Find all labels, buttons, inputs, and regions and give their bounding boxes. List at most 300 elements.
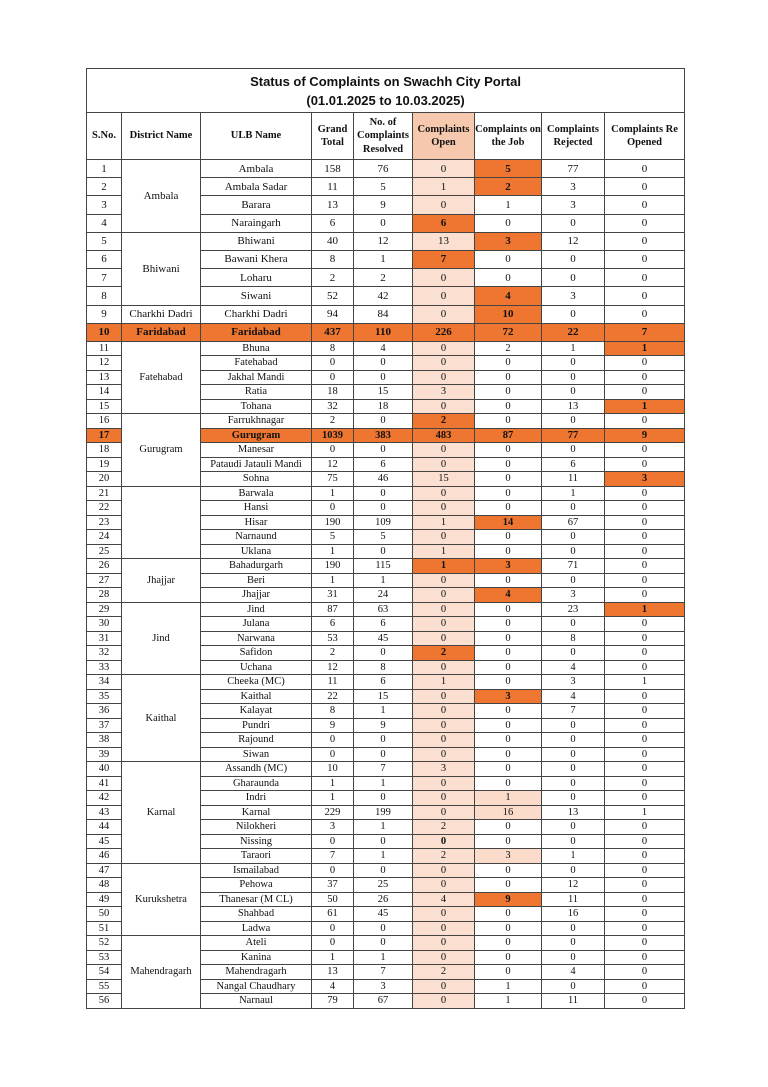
cell-grand-total: 6: [312, 617, 354, 632]
cell-ulb: Ratia: [201, 385, 312, 400]
cell-rejected: 16: [542, 907, 605, 922]
cell-on-job: 0: [475, 269, 542, 287]
cell-rejected: 1: [542, 486, 605, 501]
cell-on-job: 0: [475, 414, 542, 429]
cell-on-job: 72: [475, 323, 542, 341]
cell-sno: 2: [87, 178, 122, 196]
cell-grand-total: 8: [312, 250, 354, 268]
cell-sno: 56: [87, 994, 122, 1009]
cell-ulb: Siwan: [201, 747, 312, 762]
header-reopened: Complaints Re Opened: [605, 113, 685, 160]
cell-reopened: 0: [605, 544, 685, 559]
cell-on-job: 3: [475, 689, 542, 704]
cell-resolved: 0: [354, 646, 413, 661]
complaints-status-document: [86, 68, 684, 1009]
cell-ulb: Karnal: [201, 805, 312, 820]
cell-resolved: 15: [354, 385, 413, 400]
cell-rejected: 0: [542, 733, 605, 748]
cell-rejected: 3: [542, 196, 605, 214]
cell-ulb: Sohna: [201, 472, 312, 487]
cell-grand-total: 0: [312, 936, 354, 951]
table-row: [87, 762, 685, 777]
cell-grand-total: 1: [312, 486, 354, 501]
cell-rejected: 0: [542, 573, 605, 588]
cell-ulb: Hisar: [201, 515, 312, 530]
cell-ulb: Kalayat: [201, 704, 312, 719]
cell-reopened: 0: [605, 718, 685, 733]
cell-grand-total: 2: [312, 269, 354, 287]
cell-reopened: 0: [605, 994, 685, 1009]
cell-open: 13: [413, 232, 475, 250]
cell-on-job: 0: [475, 356, 542, 371]
cell-on-job: 9: [475, 892, 542, 907]
cell-reopened: 0: [605, 370, 685, 385]
cell-rejected: 67: [542, 515, 605, 530]
cell-on-job: 1: [475, 791, 542, 806]
cell-on-job: 0: [475, 965, 542, 980]
cell-open: 1: [413, 178, 475, 196]
cell-on-job: 0: [475, 646, 542, 661]
cell-grand-total: 0: [312, 370, 354, 385]
cell-ulb: Rajound: [201, 733, 312, 748]
cell-open: 0: [413, 950, 475, 965]
cell-rejected: 3: [542, 588, 605, 603]
table-row: [87, 323, 685, 341]
cell-ulb: Jhajjar: [201, 588, 312, 603]
cell-on-job: 1: [475, 994, 542, 1009]
cell-grand-total: 5: [312, 530, 354, 545]
cell-open: 4: [413, 892, 475, 907]
cell-sno: 55: [87, 979, 122, 994]
cell-ulb: Narnaund: [201, 530, 312, 545]
cell-sno: 45: [87, 834, 122, 849]
cell-on-job: 0: [475, 907, 542, 922]
header-sno: S.No.: [87, 113, 122, 160]
cell-on-job: 4: [475, 588, 542, 603]
cell-reopened: 0: [605, 849, 685, 864]
cell-rejected: 0: [542, 501, 605, 516]
cell-grand-total: 190: [312, 559, 354, 574]
cell-rejected: 0: [542, 414, 605, 429]
cell-sno: 3: [87, 196, 122, 214]
cell-grand-total: 1: [312, 544, 354, 559]
cell-on-job: 0: [475, 660, 542, 675]
cell-ulb: Uchana: [201, 660, 312, 675]
cell-resolved: 0: [354, 443, 413, 458]
cell-open: 2: [413, 646, 475, 661]
cell-resolved: 45: [354, 631, 413, 646]
cell-open: 0: [413, 617, 475, 632]
cell-open: 3: [413, 385, 475, 400]
cell-district: Ambala: [122, 160, 201, 233]
cell-ulb: Taraori: [201, 849, 312, 864]
cell-resolved: 0: [354, 936, 413, 951]
table-row: [87, 305, 685, 323]
cell-open: 0: [413, 457, 475, 472]
cell-ulb: Farrukhnagar: [201, 414, 312, 429]
cell-grand-total: 10: [312, 762, 354, 777]
cell-reopened: 0: [605, 660, 685, 675]
cell-grand-total: 50: [312, 892, 354, 907]
cell-rejected: 77: [542, 160, 605, 178]
cell-ulb: Nissing: [201, 834, 312, 849]
cell-sno: 11: [87, 341, 122, 356]
cell-open: 0: [413, 704, 475, 719]
cell-rejected: 0: [542, 385, 605, 400]
cell-sno: 29: [87, 602, 122, 617]
cell-rejected: 1: [542, 849, 605, 864]
cell-on-job: 0: [475, 631, 542, 646]
cell-resolved: 0: [354, 414, 413, 429]
cell-grand-total: 37: [312, 878, 354, 893]
cell-rejected: 0: [542, 356, 605, 371]
cell-reopened: 0: [605, 385, 685, 400]
cell-on-job: 0: [475, 776, 542, 791]
cell-on-job: 0: [475, 443, 542, 458]
cell-grand-total: 87: [312, 602, 354, 617]
cell-grand-total: 52: [312, 287, 354, 305]
table-title: [87, 69, 685, 113]
cell-on-job: 5: [475, 160, 542, 178]
cell-rejected: 12: [542, 232, 605, 250]
cell-reopened: 0: [605, 979, 685, 994]
cell-open: 2: [413, 820, 475, 835]
cell-on-job: 1: [475, 979, 542, 994]
cell-rejected: 0: [542, 791, 605, 806]
cell-resolved: 199: [354, 805, 413, 820]
cell-resolved: 0: [354, 747, 413, 762]
cell-on-job: 0: [475, 573, 542, 588]
cell-reopened: 0: [605, 501, 685, 516]
cell-rejected: 4: [542, 660, 605, 675]
cell-resolved: 6: [354, 675, 413, 690]
cell-rejected: 0: [542, 718, 605, 733]
cell-sno: 53: [87, 950, 122, 965]
cell-grand-total: 12: [312, 457, 354, 472]
cell-grand-total: 53: [312, 631, 354, 646]
cell-ulb: Nilokheri: [201, 820, 312, 835]
cell-resolved: 1: [354, 820, 413, 835]
cell-grand-total: 75: [312, 472, 354, 487]
cell-grand-total: 3: [312, 820, 354, 835]
table-row: [87, 602, 685, 617]
cell-rejected: 0: [542, 950, 605, 965]
cell-open: 0: [413, 979, 475, 994]
cell-on-job: 0: [475, 602, 542, 617]
cell-open: 3: [413, 762, 475, 777]
table-row: [87, 160, 685, 178]
cell-open: 0: [413, 573, 475, 588]
cell-sno: 15: [87, 399, 122, 414]
cell-on-job: 0: [475, 675, 542, 690]
cell-resolved: 110: [354, 323, 413, 341]
cell-grand-total: 13: [312, 965, 354, 980]
cell-ulb: Jind: [201, 602, 312, 617]
table-row: [87, 486, 685, 501]
cell-resolved: 0: [354, 921, 413, 936]
cell-ulb: Jakhal Mandi: [201, 370, 312, 385]
cell-resolved: 1: [354, 704, 413, 719]
cell-on-job: 3: [475, 232, 542, 250]
cell-sno: 32: [87, 646, 122, 661]
cell-district: Bhiwani: [122, 232, 201, 305]
cell-rejected: 0: [542, 646, 605, 661]
cell-sno: 30: [87, 617, 122, 632]
cell-sno: 34: [87, 675, 122, 690]
cell-grand-total: 0: [312, 501, 354, 516]
cell-rejected: 0: [542, 863, 605, 878]
cell-open: 6: [413, 214, 475, 232]
cell-open: 0: [413, 718, 475, 733]
cell-ulb: Pataudi Jatauli Mandi: [201, 457, 312, 472]
cell-sno: 39: [87, 747, 122, 762]
cell-open: 0: [413, 863, 475, 878]
cell-reopened: 0: [605, 305, 685, 323]
cell-resolved: 0: [354, 214, 413, 232]
table-row: [87, 675, 685, 690]
cell-sno: 33: [87, 660, 122, 675]
cell-on-job: 3: [475, 559, 542, 574]
cell-rejected: 11: [542, 892, 605, 907]
cell-resolved: 9: [354, 196, 413, 214]
cell-resolved: 76: [354, 160, 413, 178]
cell-resolved: 7: [354, 965, 413, 980]
title-line-2: (01.01.2025 to 10.03.2025): [306, 92, 465, 108]
cell-ulb: Shahbad: [201, 907, 312, 922]
cell-grand-total: 13: [312, 196, 354, 214]
cell-grand-total: 158: [312, 160, 354, 178]
header-on-job: Complaints on the Job: [475, 113, 542, 160]
cell-resolved: 26: [354, 892, 413, 907]
cell-ulb: Julana: [201, 617, 312, 632]
cell-reopened: 0: [605, 573, 685, 588]
cell-sno: 13: [87, 370, 122, 385]
cell-ulb: Naraingarh: [201, 214, 312, 232]
cell-resolved: 15: [354, 689, 413, 704]
table-row: [87, 414, 685, 429]
cell-grand-total: 0: [312, 733, 354, 748]
cell-on-job: 0: [475, 950, 542, 965]
cell-resolved: 0: [354, 486, 413, 501]
cell-resolved: 0: [354, 791, 413, 806]
cell-grand-total: 0: [312, 834, 354, 849]
cell-rejected: 0: [542, 762, 605, 777]
cell-open: 0: [413, 160, 475, 178]
cell-grand-total: 4: [312, 979, 354, 994]
cell-ulb: Ambala: [201, 160, 312, 178]
table-body: [87, 160, 685, 1009]
cell-on-job: 0: [475, 704, 542, 719]
cell-sno: 12: [87, 356, 122, 371]
cell-on-job: 3: [475, 849, 542, 864]
cell-grand-total: 22: [312, 689, 354, 704]
cell-resolved: 5: [354, 530, 413, 545]
cell-reopened: 1: [605, 399, 685, 414]
cell-resolved: 9: [354, 718, 413, 733]
cell-sno: 23: [87, 515, 122, 530]
cell-reopened: 0: [605, 733, 685, 748]
cell-grand-total: 0: [312, 921, 354, 936]
cell-resolved: 0: [354, 733, 413, 748]
cell-rejected: 71: [542, 559, 605, 574]
cell-open: 0: [413, 530, 475, 545]
cell-open: 0: [413, 399, 475, 414]
cell-grand-total: 79: [312, 994, 354, 1009]
cell-reopened: 0: [605, 443, 685, 458]
cell-rejected: 0: [542, 979, 605, 994]
cell-reopened: 0: [605, 791, 685, 806]
cell-on-job: 0: [475, 863, 542, 878]
cell-reopened: 3: [605, 472, 685, 487]
cell-reopened: 9: [605, 428, 685, 443]
cell-rejected: 7: [542, 704, 605, 719]
cell-reopened: 0: [605, 486, 685, 501]
cell-grand-total: 1: [312, 950, 354, 965]
cell-open: 0: [413, 747, 475, 762]
cell-reopened: 0: [605, 820, 685, 835]
cell-reopened: 0: [605, 160, 685, 178]
cell-on-job: 0: [475, 544, 542, 559]
cell-open: 0: [413, 878, 475, 893]
cell-open: 0: [413, 196, 475, 214]
cell-ulb: Bahadurgarh: [201, 559, 312, 574]
cell-ulb: Safidon: [201, 646, 312, 661]
title-line-1: Status of Complaints on Swachh City Portal: [250, 73, 521, 89]
cell-reopened: 7: [605, 323, 685, 341]
cell-ulb: Bhuna: [201, 341, 312, 356]
cell-on-job: 0: [475, 820, 542, 835]
cell-reopened: 0: [605, 907, 685, 922]
cell-reopened: 0: [605, 457, 685, 472]
cell-rejected: 11: [542, 994, 605, 1009]
cell-grand-total: 94: [312, 305, 354, 323]
cell-open: 0: [413, 602, 475, 617]
cell-open: 0: [413, 936, 475, 951]
cell-sno: 48: [87, 878, 122, 893]
cell-ulb: Fatehabad: [201, 356, 312, 371]
cell-ulb: Manesar: [201, 443, 312, 458]
cell-sno: 31: [87, 631, 122, 646]
cell-grand-total: 7: [312, 849, 354, 864]
cell-reopened: 0: [605, 617, 685, 632]
cell-on-job: 0: [475, 878, 542, 893]
cell-open: 0: [413, 501, 475, 516]
cell-reopened: 1: [605, 341, 685, 356]
cell-rejected: 0: [542, 544, 605, 559]
cell-resolved: 67: [354, 994, 413, 1009]
cell-rejected: 4: [542, 689, 605, 704]
cell-resolved: 0: [354, 863, 413, 878]
cell-grand-total: 11: [312, 178, 354, 196]
cell-grand-total: 1: [312, 791, 354, 806]
cell-on-job: 0: [475, 936, 542, 951]
cell-resolved: 0: [354, 544, 413, 559]
cell-sno: 44: [87, 820, 122, 835]
cell-ulb: Beri: [201, 573, 312, 588]
cell-open: 0: [413, 588, 475, 603]
cell-resolved: 25: [354, 878, 413, 893]
cell-sno: 26: [87, 559, 122, 574]
table-row: [87, 936, 685, 951]
cell-reopened: 0: [605, 965, 685, 980]
cell-resolved: 46: [354, 472, 413, 487]
cell-on-job: 0: [475, 530, 542, 545]
cell-ulb: Kaithal: [201, 689, 312, 704]
cell-ulb: Barara: [201, 196, 312, 214]
cell-ulb: Cheeka (MC): [201, 675, 312, 690]
cell-rejected: 22: [542, 323, 605, 341]
cell-on-job: 0: [475, 501, 542, 516]
cell-reopened: 0: [605, 631, 685, 646]
cell-sno: 1: [87, 160, 122, 178]
cell-ulb: Indri: [201, 791, 312, 806]
cell-ulb: Nangal Chaudhary: [201, 979, 312, 994]
cell-on-job: 0: [475, 214, 542, 232]
cell-on-job: 0: [475, 250, 542, 268]
cell-reopened: 0: [605, 214, 685, 232]
cell-rejected: 0: [542, 305, 605, 323]
cell-rejected: 3: [542, 287, 605, 305]
cell-open: 15: [413, 472, 475, 487]
cell-resolved: 8: [354, 660, 413, 675]
cell-reopened: 0: [605, 747, 685, 762]
cell-rejected: 23: [542, 602, 605, 617]
cell-rejected: 0: [542, 820, 605, 835]
cell-ulb: Ismailabad: [201, 863, 312, 878]
cell-resolved: 1: [354, 776, 413, 791]
cell-open: 226: [413, 323, 475, 341]
cell-sno: 46: [87, 849, 122, 864]
cell-ulb: Narwana: [201, 631, 312, 646]
cell-rejected: 0: [542, 530, 605, 545]
header-row: [87, 113, 685, 160]
cell-district: [122, 486, 201, 559]
cell-ulb: Barwala: [201, 486, 312, 501]
cell-on-job: 0: [475, 733, 542, 748]
cell-grand-total: 11: [312, 675, 354, 690]
cell-on-job: 0: [475, 385, 542, 400]
cell-rejected: 13: [542, 805, 605, 820]
header-open: Complaints Open: [413, 113, 475, 160]
cell-sno: 22: [87, 501, 122, 516]
cell-rejected: 3: [542, 675, 605, 690]
cell-on-job: 0: [475, 617, 542, 632]
header-grand-total: Grand Total: [312, 113, 354, 160]
cell-reopened: 0: [605, 178, 685, 196]
cell-resolved: 18: [354, 399, 413, 414]
cell-grand-total: 31: [312, 588, 354, 603]
cell-on-job: 4: [475, 287, 542, 305]
cell-reopened: 0: [605, 878, 685, 893]
cell-open: 0: [413, 486, 475, 501]
cell-open: 0: [413, 834, 475, 849]
cell-reopened: 0: [605, 863, 685, 878]
cell-ulb: Loharu: [201, 269, 312, 287]
cell-open: 0: [413, 341, 475, 356]
cell-rejected: 77: [542, 428, 605, 443]
cell-ulb: Bawani Khera: [201, 250, 312, 268]
cell-sno: 4: [87, 214, 122, 232]
cell-sno: 7: [87, 269, 122, 287]
cell-resolved: 2: [354, 269, 413, 287]
complaints-table: [86, 68, 685, 1009]
cell-reopened: 0: [605, 776, 685, 791]
cell-district: Charkhi Dadri: [122, 305, 201, 323]
cell-on-job: 1: [475, 196, 542, 214]
cell-on-job: 0: [475, 834, 542, 849]
cell-open: 0: [413, 287, 475, 305]
cell-grand-total: 0: [312, 443, 354, 458]
